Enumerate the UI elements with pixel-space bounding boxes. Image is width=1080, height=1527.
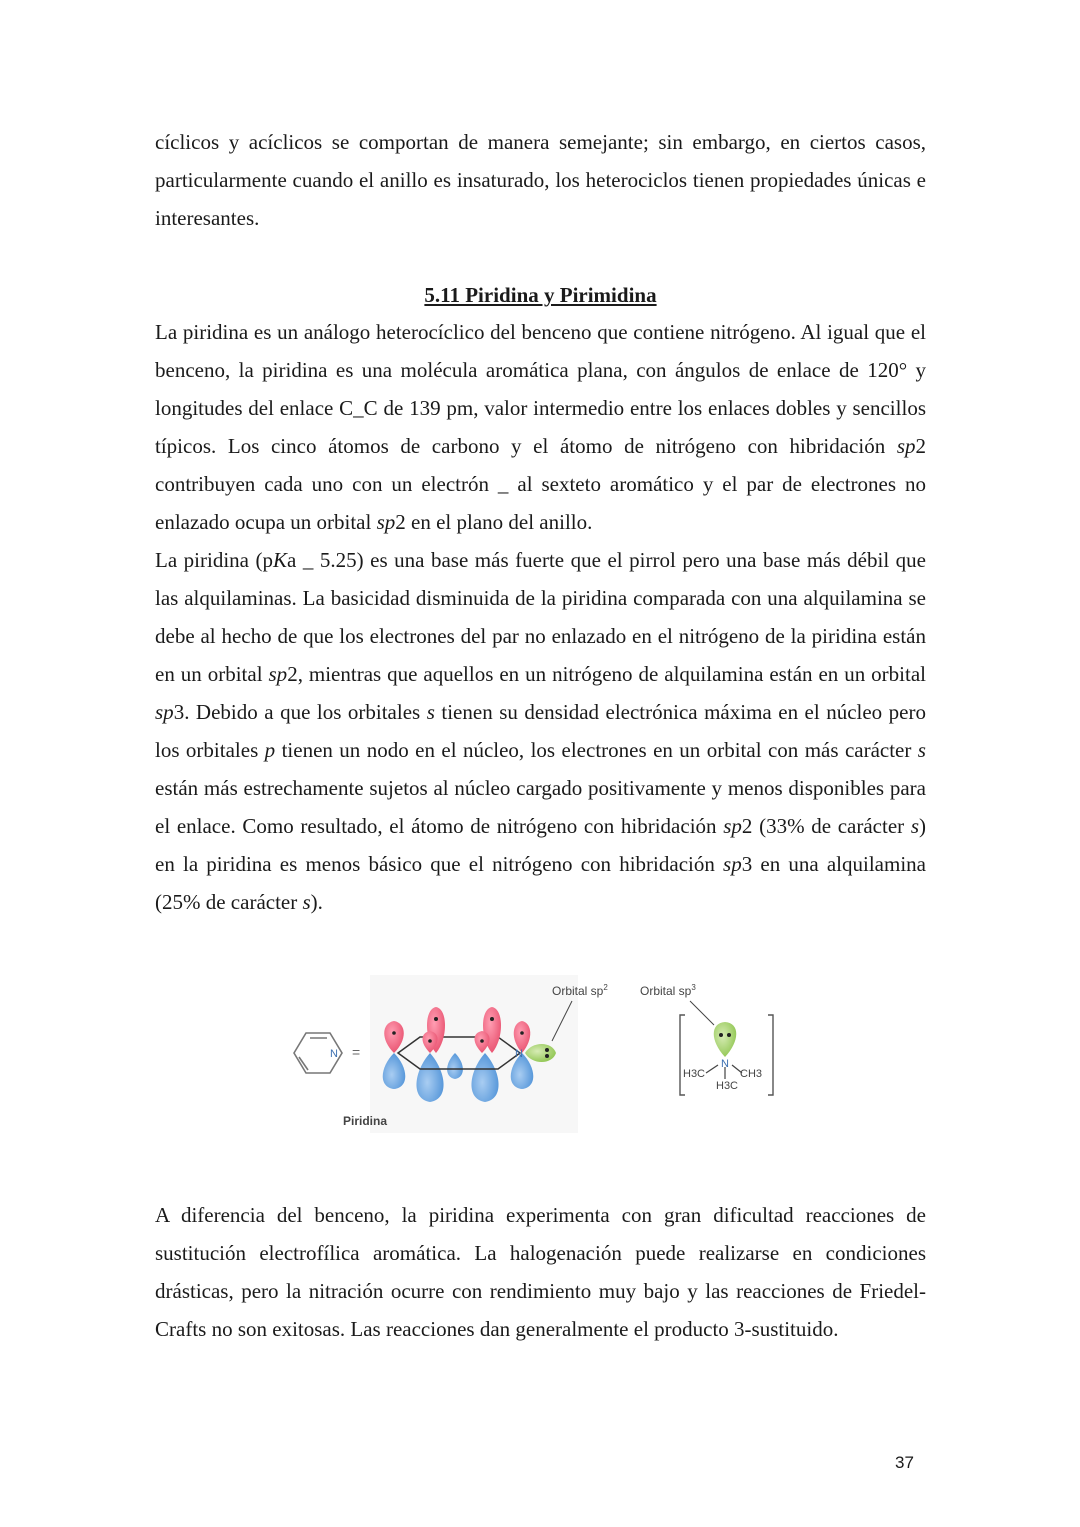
page-number: 37 xyxy=(895,1453,914,1472)
orbital-nitrogen-label: N xyxy=(515,1048,523,1060)
intro-paragraph: cíclicos y acíclicos se comportan de manera semejante; sin embargo, en ciertos casos, particularmente cuando el anillo es insaturado, los heterociclos tienen propiedades únicas e interesantes. xyxy=(155,130,926,230)
ring-nitrogen-label: N xyxy=(330,1048,338,1060)
text-run: La piridina es un análogo heterocíclico del benceno que contiene nitrógeno. Al igual que el benceno, la piridina es una molécula aromática plana, con ángulos de enlace de 120° y longitudes del enlace C_C de 139 pm, valor intermedio entre los enlaces dobles y sencillos típicos. Los cinco átomos de carbono y el átomo de nitrógeno con hibridación xyxy=(155,320,926,458)
text-run: 2 (33% de carácter xyxy=(741,814,911,838)
italic-run: sp xyxy=(896,434,916,458)
italic-run: sp xyxy=(268,662,288,686)
text-run: 2, mientras que aquellos en un nitrógeno de alquilamina están en un orbital xyxy=(287,662,926,686)
amine-methyl-left: H3C xyxy=(683,1068,706,1080)
text-run: 2 contribuyen cada uno con un electrón _ al sexteto aromático y el par de electrones no enlazado ocupa un orbital xyxy=(155,434,926,534)
italic-run: sp xyxy=(723,852,742,876)
text-run: 2 en el plano del anillo. xyxy=(395,510,593,534)
text-run: 3. Debido a que los orbitales xyxy=(173,700,427,724)
italic-run: sp xyxy=(723,814,742,838)
text-run: tienen un nodo en el núcleo, los electrones en un orbital con más carácter xyxy=(275,738,918,762)
text-run: están más estrechamente sujetos al núcleo cargado positivamente y menos disponibles para el enlace. Como resultado, el átomo de nitrógeno con hibridación xyxy=(155,776,926,838)
text-run: La piridina (p xyxy=(155,548,273,572)
amine-methyl-right: CH3 xyxy=(740,1068,763,1080)
text-run: 3 en una alquilamina (25% de carácter xyxy=(155,852,926,914)
italic-run: s xyxy=(302,890,311,914)
text-run: a _ 5.25) es una base más fuerte que el pirrol pero una base más débil que las alquilaminas. La basicidad disminuida de la piridina comparada con una alquilamina se debe al hecho de que los electrones del par no enlazado en el nitrógeno de la piridina están en un orbital xyxy=(155,548,926,686)
italic-run: sp xyxy=(155,700,174,724)
sp3-lone-pair-lobe xyxy=(714,1022,737,1057)
italic-run: K xyxy=(273,548,288,572)
paragraph-pyridine-basicity xyxy=(155,541,926,921)
text-run: ) en la piridina es menos básico que el nitrógeno con hibridación xyxy=(155,814,927,876)
amine-nitrogen-label: N xyxy=(721,1058,729,1070)
text-run: ). xyxy=(310,890,323,914)
italic-run: s xyxy=(910,814,920,838)
italic-run: sp xyxy=(376,510,396,534)
italic-run: s xyxy=(917,738,926,762)
figure-caption: Piridina xyxy=(343,1114,388,1128)
paragraph-pyridine-structure xyxy=(155,313,926,541)
paragraph-substitution: A diferencia del benceno, la piridina experimenta con gran dificultad reacciones de sustitución electrofílica aromática. La halogenación puede realizarse en condiciones drásticas, pero la nitración ocurre con rendimiento muy bajo y las reacciones de Friedel- Crafts no son exitosas. Las reacciones dan generalmente el producto 3-sustituido. xyxy=(155,1203,926,1341)
italic-run: p xyxy=(264,738,276,762)
sp3-pointer xyxy=(690,1001,714,1025)
italic-run: s xyxy=(426,700,435,724)
pyridine-orbital-figure xyxy=(270,975,790,1135)
text-run: tienen su densidad electrónica máxima en el núcleo pero los orbitales xyxy=(155,700,926,762)
label-orbital-sp3: Orbital $sp^3$ xyxy=(640,983,696,998)
equals-sign: = xyxy=(352,1044,361,1060)
label-orbital-sp2: Orbital $sp^2$ xyxy=(552,983,608,998)
orbital-diagram xyxy=(270,975,790,1135)
section-heading: 5.11 Piridina y Pirimidina xyxy=(424,283,657,307)
amine-methyl-bottom: H3C xyxy=(716,1080,739,1092)
